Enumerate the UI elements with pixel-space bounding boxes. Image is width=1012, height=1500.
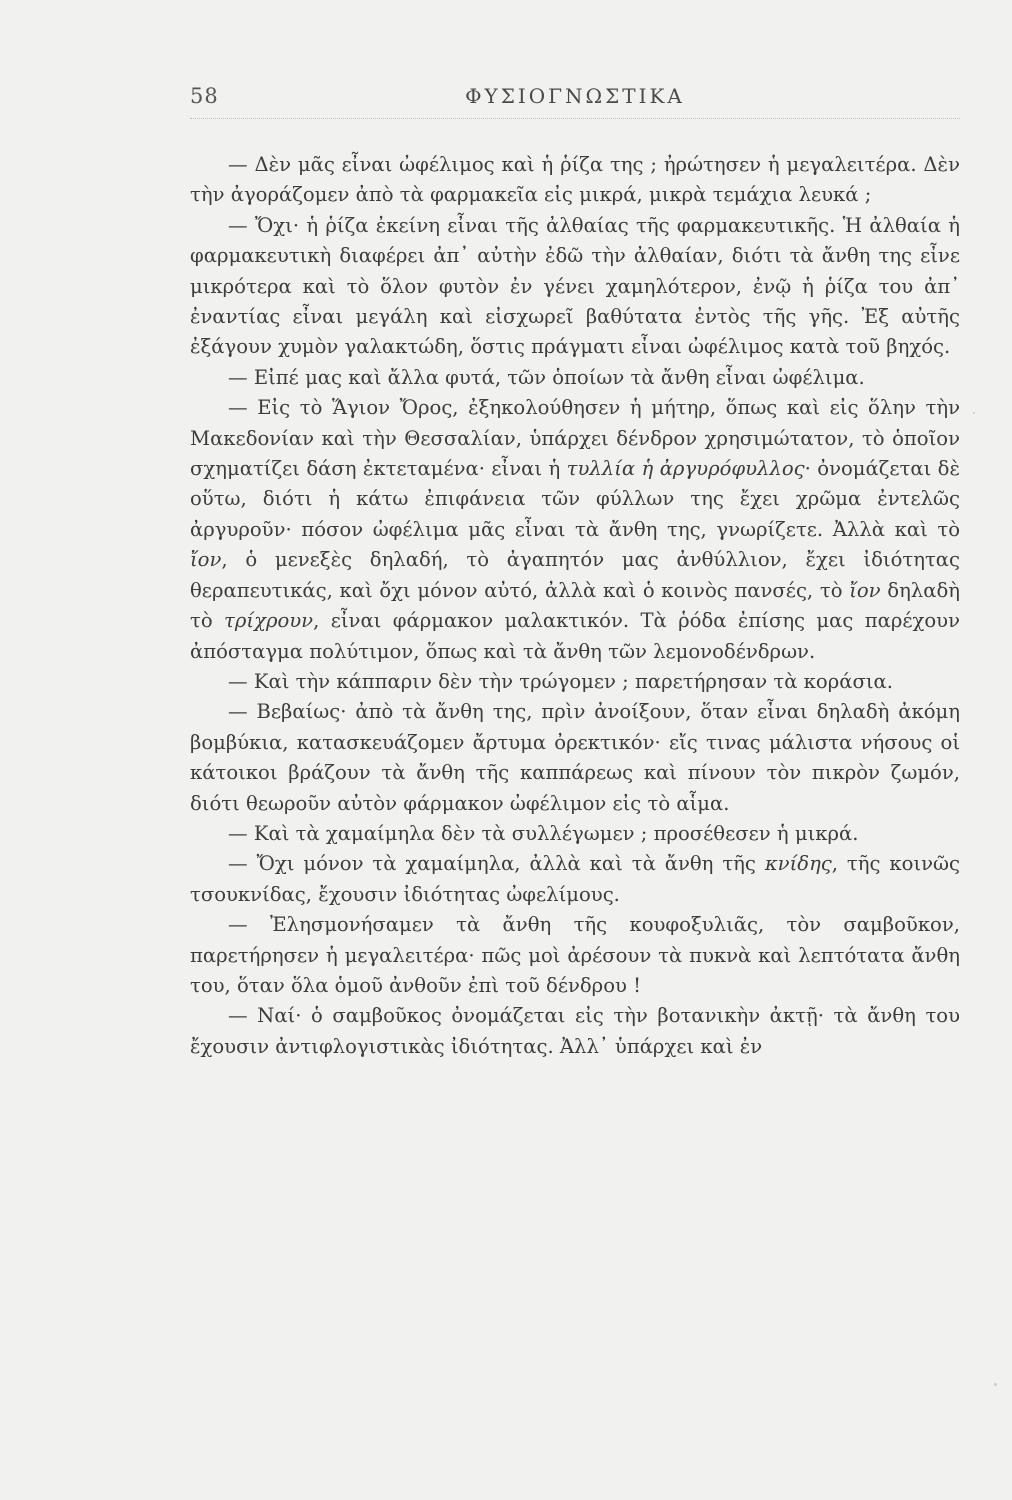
text-run: — Ὄχι μόνον τὰ χαμαίμηλα, ἀλλὰ καὶ τὰ ἄνθη τῆς xyxy=(228,852,765,876)
italic-term: κνίδης xyxy=(764,852,832,876)
text-run: — Βεβαίως· ἀπὸ τὰ ἄνθη της, πρὶν ἀνοίξουν, ὅταν εἶναι δηλαδὴ ἀκόμη βομβύκια, κατασκευάζομεν ἄρτυμα ὀρεκτικόν· εἴς τινας μάλιστα νήσους οἱ κάτοικοι βράζουν τὰ ἄνθη τῆς καππάρεως καὶ πίνουν τὸν πικρὸν ζωμόν, διότι θεωροῦν αὐτὸν φάρμακον ὠφέλιμον εἰς τὸ αἷμα. xyxy=(190,700,960,815)
text-run: — Καὶ τὴν κάππαριν δὲν τὴν τρώγομεν ; παρετήρησαν τὰ κοράσια. xyxy=(228,669,893,693)
italic-term: ἴον xyxy=(849,578,881,602)
text-run: · ὀνομάζεται δὲ οὕτω, διότι ἡ κάτω ἐπιφάνεια τῶν φύλλων της ἔχει χρῶμα ἐντελῶς ἀργυροῦν· πόσον ὠφέλιμα μᾶς εἶναι τὰ ἄνθη της, γνωρίζετε. Ἀλλὰ καὶ τὸ xyxy=(190,457,960,541)
page-number: 58 xyxy=(190,84,219,108)
text-run: — Καὶ τὰ χαμαίμηλα δὲν τὰ συλλέγωμεν ; προσέθεσεν ἡ μικρά. xyxy=(228,821,859,845)
text-run: , ὁ μενεξὲς δηλαδή, τὸ ἀγαπητόν μας ἀνθύλλιον, ἔχει ἰδιότητας θεραπευτικάς, καὶ ὄχι μόνον αὐτό, ἀλλὰ καὶ ὁ κοινὸς πανσές, τὸ xyxy=(190,548,960,602)
paragraph xyxy=(190,393,960,667)
text-run: — Εἰπέ μας καὶ ἄλλα φυτά, τῶν ὁποίων τὰ ἄνθη εἶναι ὠφέλιμα. xyxy=(228,365,865,389)
paragraph xyxy=(190,910,960,1001)
text-run: — Ἐλησμονήσαμεν τὰ ἄνθη τῆς κουφοξυλιᾶς, τὸν σαμβοῦκον, παρετήρησεν ἡ μεγαλειτέρα· πῶς μοὶ ἀρέσουν τὰ πυκνὰ καὶ λεπτότατα ἄνθη του, ὅταν ὅλα ὁμοῦ ἀνθοῦν ἐπὶ τοῦ δένδρου ! xyxy=(190,913,960,997)
paper-speck xyxy=(994,1383,997,1386)
text-run: δηλαδὴ τὸ xyxy=(190,578,960,633)
paragraph xyxy=(190,150,960,211)
page-header xyxy=(190,78,960,119)
running-head: ΦΥΣΙΟΓΝΩΣΤΙΚΑ xyxy=(465,84,685,108)
text-run: — Εἰς τὸ Ἅγιον Ὄρος, ἐξηκολούθησεν ἡ μήτηρ, ὅπως καὶ εἰς ὅλην τὴν Μακεδονίαν καὶ τὴν Θεσσαλίαν, ὑπάρχει δένδρον χρησιμώτατον, τὸ ὁποῖον σχηματίζει δάση ἐκτεταμένα· εἶναι ἡ xyxy=(190,396,960,481)
paragraph xyxy=(190,697,960,819)
paper-speck xyxy=(973,412,975,414)
text-run: — Δὲν μᾶς εἶναι ὠφέλιμος καὶ ἡ ῥίζα της ; ἠρώτησεν ἡ μεγαλειτέρα. Δὲν τὴν ἀγοράζομεν ἀπὸ τὰ φαρμακεῖα εἰς μικρά, μικρὰ τεμάχια λευκά ; xyxy=(190,153,960,207)
text-run: , εἶναι φάρμακον μαλακτικόν. Τὰ ῥόδα ἐπίσης μας παρέχουν ἀπόσταγμα πολύτιμον, ὅπως καὶ τὰ ἄνθη τῶν λεμονοδένδρων. xyxy=(190,609,961,663)
text-run: , τῆς κοινῶς τσουκνίδας, ἔχουσιν ἰδιότητας ὠφελίμους. xyxy=(190,852,960,906)
italic-term: τρίχρουν xyxy=(224,609,314,633)
paragraph xyxy=(190,363,960,393)
italic-term: τυλλία ἡ ἀργυρόφυλλος xyxy=(566,457,805,481)
paragraph xyxy=(190,1001,960,1062)
text-run: — Ναί· ὁ σαμβοῦκος ὀνομάζεται εἰς τὴν βοτανικὴν ἀκτῇ· τὰ ἄνθη του ἔχουσιν ἀντιφλογιστικὰς ἰδιότητας. Ἀλλ᾽ ὑπάρχει καὶ ἐν xyxy=(190,1004,960,1058)
paragraph xyxy=(190,819,960,849)
body-text xyxy=(190,150,960,1062)
text-run: — Ὄχι· ἡ ῥίζα ἐκείνη εἶναι τῆς ἀλθαίας τῆς φαρμακευτικῆς. Ἡ ἀλθαία ἡ φαρμακευτικὴ διαφέρει ἀπ᾽ αὐτὴν ἐδῶ τὴν ἀλθαίαν, διότι τὰ ἄνθη της εἶνε μικρότερα καὶ τὸ ὅλον φυτὸν ἐν γένει χαμηλότερον, ἐνῷ ἡ ῥίζα του ἀπ᾽ ἐναντίας εἶναι μεγάλη καὶ εἰσχωρεῖ βαθύτατα ἐντὸς τῆς γῆς. Ἐξ αὐτῆς ἐξάγουν χυμὸν γαλακτώδη, ὅστις πράγματι εἶναι ὠφέλιμος κατὰ τοῦ βηχός. xyxy=(190,213,960,359)
paragraph xyxy=(190,667,960,697)
paragraph xyxy=(190,849,960,910)
paragraph xyxy=(190,211,960,363)
italic-term: ἴον xyxy=(190,548,222,572)
